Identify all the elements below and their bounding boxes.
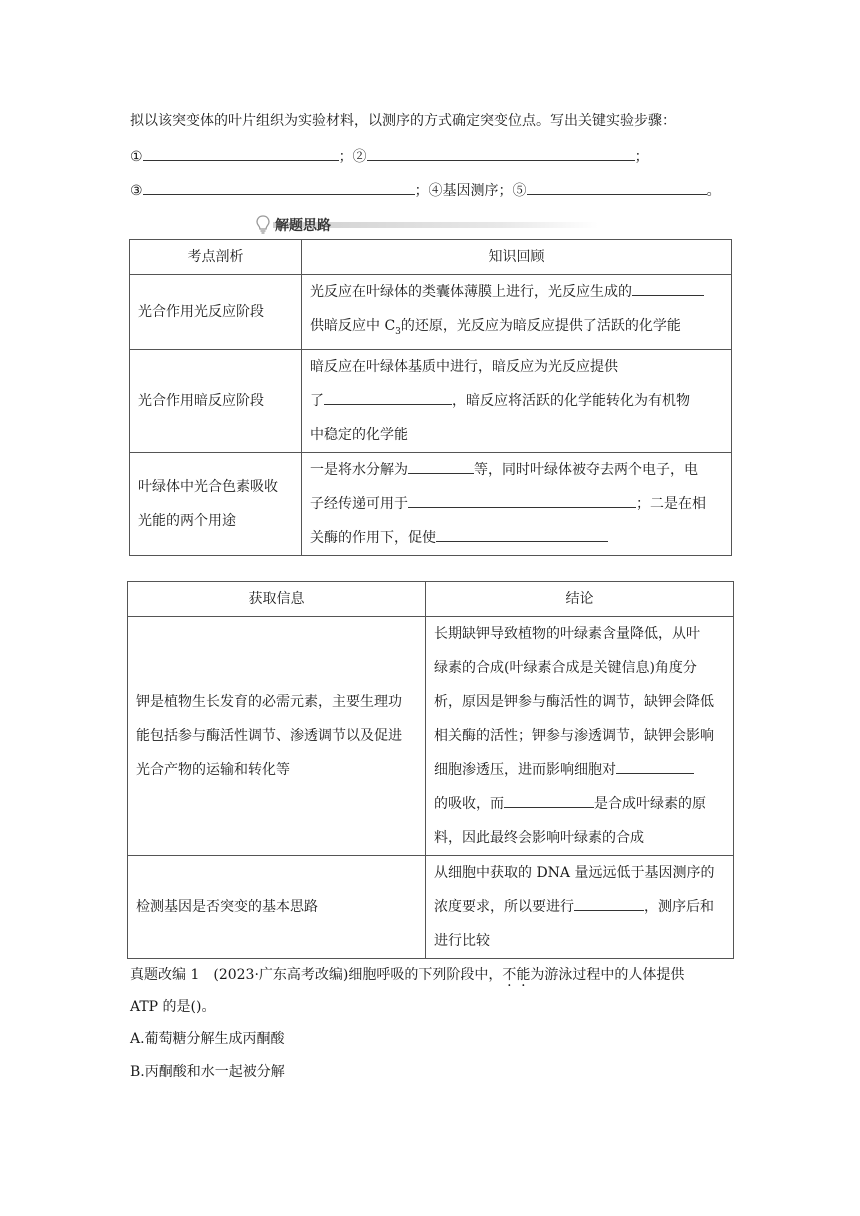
knowledge-cell: [302, 452, 732, 555]
step-5-blank[interactable]: [527, 180, 707, 195]
question-stem-cont: ATP 的是()。: [130, 999, 216, 1015]
table-row: [128, 617, 734, 856]
conclusion-line: 长期缺钾导致植物的叶绿素含量降低，从叶: [434, 626, 700, 642]
conclusion-line: 浓度要求，所以要进行 ，测序后和: [434, 890, 725, 924]
knowledge-line: 了 ，暗反应将活跃的化学能转化为有机物: [310, 384, 723, 418]
step-4-5-label: ；④基因测序；⑤: [414, 183, 527, 199]
answer-blank[interactable]: [632, 281, 704, 296]
knowledge-line: 暗反应在叶绿体基质中进行，暗反应为光反应提供: [310, 358, 618, 375]
emphasis-char: 能: [516, 967, 531, 983]
question-stem: 真题改编 1 (2023·广东高考改编)细胞呼吸的下列阶段中，不能为游泳过程中的人体提供: [130, 967, 685, 983]
knowledge-line: 一是将水分解为 等，同时叶绿体被夺去两个电子，电: [310, 453, 723, 487]
knowledge-line: 光反应在叶绿体的类囊体薄膜上进行，光反应生成的: [310, 275, 723, 309]
knowledge-cell: [302, 275, 732, 350]
step-line-1-end: ；: [634, 149, 649, 165]
badge-label: 解题思路: [275, 218, 331, 234]
section-badge: [255, 213, 600, 235]
table-header-row: [128, 582, 734, 617]
conclusion-line: 进行比较: [434, 933, 490, 949]
table-row: [130, 275, 732, 350]
knowledge-line: 子经传递可用于 ；二是在相: [310, 487, 723, 521]
emphasis-char: 不: [502, 967, 517, 983]
knowledge-table: [129, 239, 732, 556]
header-knowledge: 知识回顾: [302, 240, 732, 275]
point-cell: 叶绿体中光合色素吸收 光能的两个用途: [130, 452, 302, 555]
conclusion-line: 相关酶的活性；钾参与渗透调节，缺钾会影响: [434, 728, 714, 744]
knowledge-cell: [302, 349, 732, 452]
conclusion-line: 绿素的合成(叶绿素合成是关键信息)角度分: [434, 660, 697, 676]
header-conclusion: 结论: [426, 582, 734, 617]
conclusion-line: 的吸收，而 是合成叶绿素的原: [434, 787, 725, 821]
step-2-blank[interactable]: [367, 146, 635, 161]
step-3-label: ③: [130, 183, 143, 199]
step-3-blank[interactable]: [143, 180, 415, 195]
info-cell: 钾是植物生长发育的必需元素，主要生理功 能包括参与酶活性调节、渗透调节以及促进 光合产物的运输和转化等: [128, 617, 426, 856]
answer-blank[interactable]: [616, 759, 694, 774]
step-line-1: [130, 146, 649, 167]
answer-blank[interactable]: [408, 459, 474, 474]
point-cell: 光合作用光反应阶段: [130, 275, 302, 350]
step-line-2-end: 。: [706, 183, 721, 199]
option-b[interactable]: B.丙酮酸和水一起被分解: [130, 1064, 285, 1080]
step-1-blank[interactable]: [143, 146, 339, 161]
conclusion-line: 从细胞中获取的 DNA 量远远低于基因测序的: [434, 865, 715, 881]
knowledge-line: 关酶的作用下，促使: [310, 521, 723, 555]
answer-blank[interactable]: [504, 793, 594, 808]
point-cell: 光合作用暗反应阶段: [130, 349, 302, 452]
intro-text: 拟以该突变体的叶片组织为实验材料，以测序的方式确定突变位点。写出关键实验步骤：: [130, 113, 676, 129]
step-line-2: [130, 180, 721, 201]
answer-blank[interactable]: [408, 493, 636, 508]
conclusion-cell: [426, 617, 734, 856]
step-2-label: ；②: [338, 149, 367, 165]
answer-blank[interactable]: [436, 527, 608, 542]
header-point: 考点剖析: [130, 240, 302, 275]
lightbulb-icon: [255, 214, 271, 234]
answer-blank[interactable]: [324, 390, 452, 405]
table-row: [128, 856, 734, 959]
knowledge-line: 供暗反应中 $C_3$的还原，光反应为暗反应提供了活跃的化学能: [310, 318, 681, 337]
info-cell: 检测基因是否突变的基本思路: [128, 856, 426, 959]
conclusion-cell: [426, 856, 734, 959]
step-1-label: ①: [130, 149, 143, 165]
conclusion-line: 析，原因是钾参与酶活性的调节，缺钾会降低: [434, 694, 714, 710]
answer-blank[interactable]: [574, 896, 644, 911]
table-header-row: [130, 240, 732, 275]
knowledge-line: 中稳定的化学能: [310, 426, 408, 443]
info-table: [127, 581, 734, 959]
conclusion-line: 料，因此最终会影响叶绿素的合成: [434, 830, 644, 846]
option-a[interactable]: A.葡萄糖分解生成丙酮酸: [130, 1031, 285, 1047]
table-row: [130, 452, 732, 555]
conclusion-line: 细胞渗透压，进而影响细胞对: [434, 753, 725, 787]
header-info: 获取信息: [128, 582, 426, 617]
table-row: [130, 349, 732, 452]
